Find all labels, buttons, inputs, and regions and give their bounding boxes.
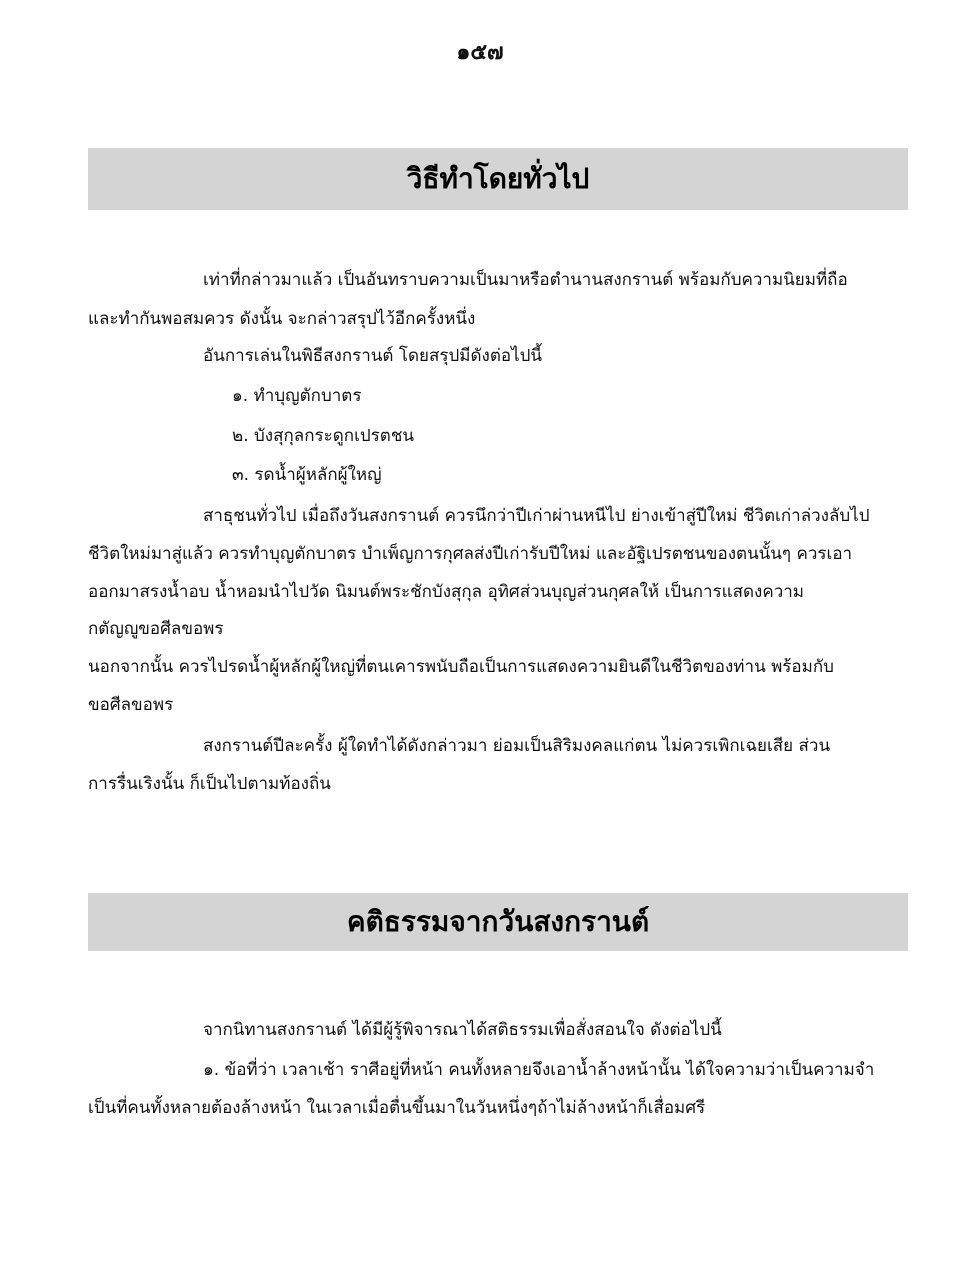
- paragraph-line: เท่าที่กล่าวมาแล้ว เป็นอันทราบความเป็นมาหรือตำนานสงกรานต์ พร้อมกับความนิยมที่ถือ: [203, 270, 848, 290]
- list-item: ๑. ข้อที่ว่า เวลาเช้า ราศีอยู่ที่หน้า คนทั้งหลายจึงเอาน้ำล้างหน้านั้น ได้ใจความว่าเป็นความจำ: [203, 1060, 875, 1080]
- list-item: ๓. รดน้ำผู้หลักผู้ใหญ่: [232, 465, 382, 485]
- paragraph-line: อันการเล่นในพิธีสงกรานต์ โดยสรุปมีดังต่อไปนี้: [203, 346, 543, 366]
- paragraph-line: ขอศีลขอพร: [88, 695, 174, 715]
- section-heading: วิธีทำโดยทั่วไป: [406, 162, 590, 195]
- paragraph-line: ออกมาสรงน้ำอบ น้ำหอมนำไปวัด นิมนต์พระชักบังสุกุล อุทิศส่วนบุญส่วนกุศลให้ เป็นการแสดงความ: [88, 582, 805, 602]
- section-heading: คติธรรมจากวันสงกรานต์: [346, 905, 650, 938]
- paragraph-line: ชีวิตใหม่มาสู่แล้ว ควรทำบุญตักบาตร บำเพ็ญการกุศลส่งปีเก่ารับปีใหม่ และอัฐิเปรตชนของตนนั้นๆ ควรเอา: [88, 544, 853, 564]
- page-number: ๑๕๗: [456, 40, 504, 65]
- list-item: ๒. บังสุกุลกระดูกเปรตชน: [232, 426, 415, 446]
- paragraph-line: เป็นที่คนทั้งหลายต้องล้างหน้า ในเวลาเมื่อตื่นขึ้นมาในวันหนึ่งๆถ้าไม่ล้างหน้าก็เสื่อมศรี: [88, 1098, 706, 1118]
- paragraph-line: นอกจากนั้น ควรไปรดน้ำผู้หลักผู้ใหญ่ที่ตนเคารพนับถือเป็นการแสดงความยินดีในชีวิตของท่าน พร้อมกับ: [88, 657, 834, 677]
- section-heading-bar: [88, 893, 908, 951]
- paragraph-line: จากนิทานสงกรานต์ ได้มีผู้รู้พิจารณาได้สติธรรมเพื่อสั่งสอนใจ ดังต่อไปนี้: [203, 1020, 722, 1040]
- paragraph-line: และทำกันพอสมควร ดังนั้น จะกล่าวสรุปไว้อีกครั้งหนึ่ง: [88, 309, 476, 329]
- paragraph-line: สาธุชนทั่วไป เมื่อถึงวันสงกรานต์ ควรนึกว่าปีเก่าผ่านหนีไป ย่างเข้าสู่ปีใหม่ ชีวิตเก่าล่วงลับไป: [203, 506, 870, 526]
- paragraph-line: กตัญญูขอศีลขอพร: [88, 619, 224, 639]
- section-heading-bar: [88, 148, 908, 210]
- list-item: ๑. ทำบุญตักบาตร: [232, 386, 362, 406]
- paragraph-line: การรื่นเริงนั้น ก็เป็นไปตามท้องถิ่น: [88, 774, 331, 794]
- paragraph-line: สงกรานต์ปีละครั้ง ผู้ใดทำได้ดังกล่าวมา ย่อมเป็นสิริมงคลแก่ตน ไม่ควรเพิกเฉยเสีย ส่วน: [203, 736, 831, 756]
